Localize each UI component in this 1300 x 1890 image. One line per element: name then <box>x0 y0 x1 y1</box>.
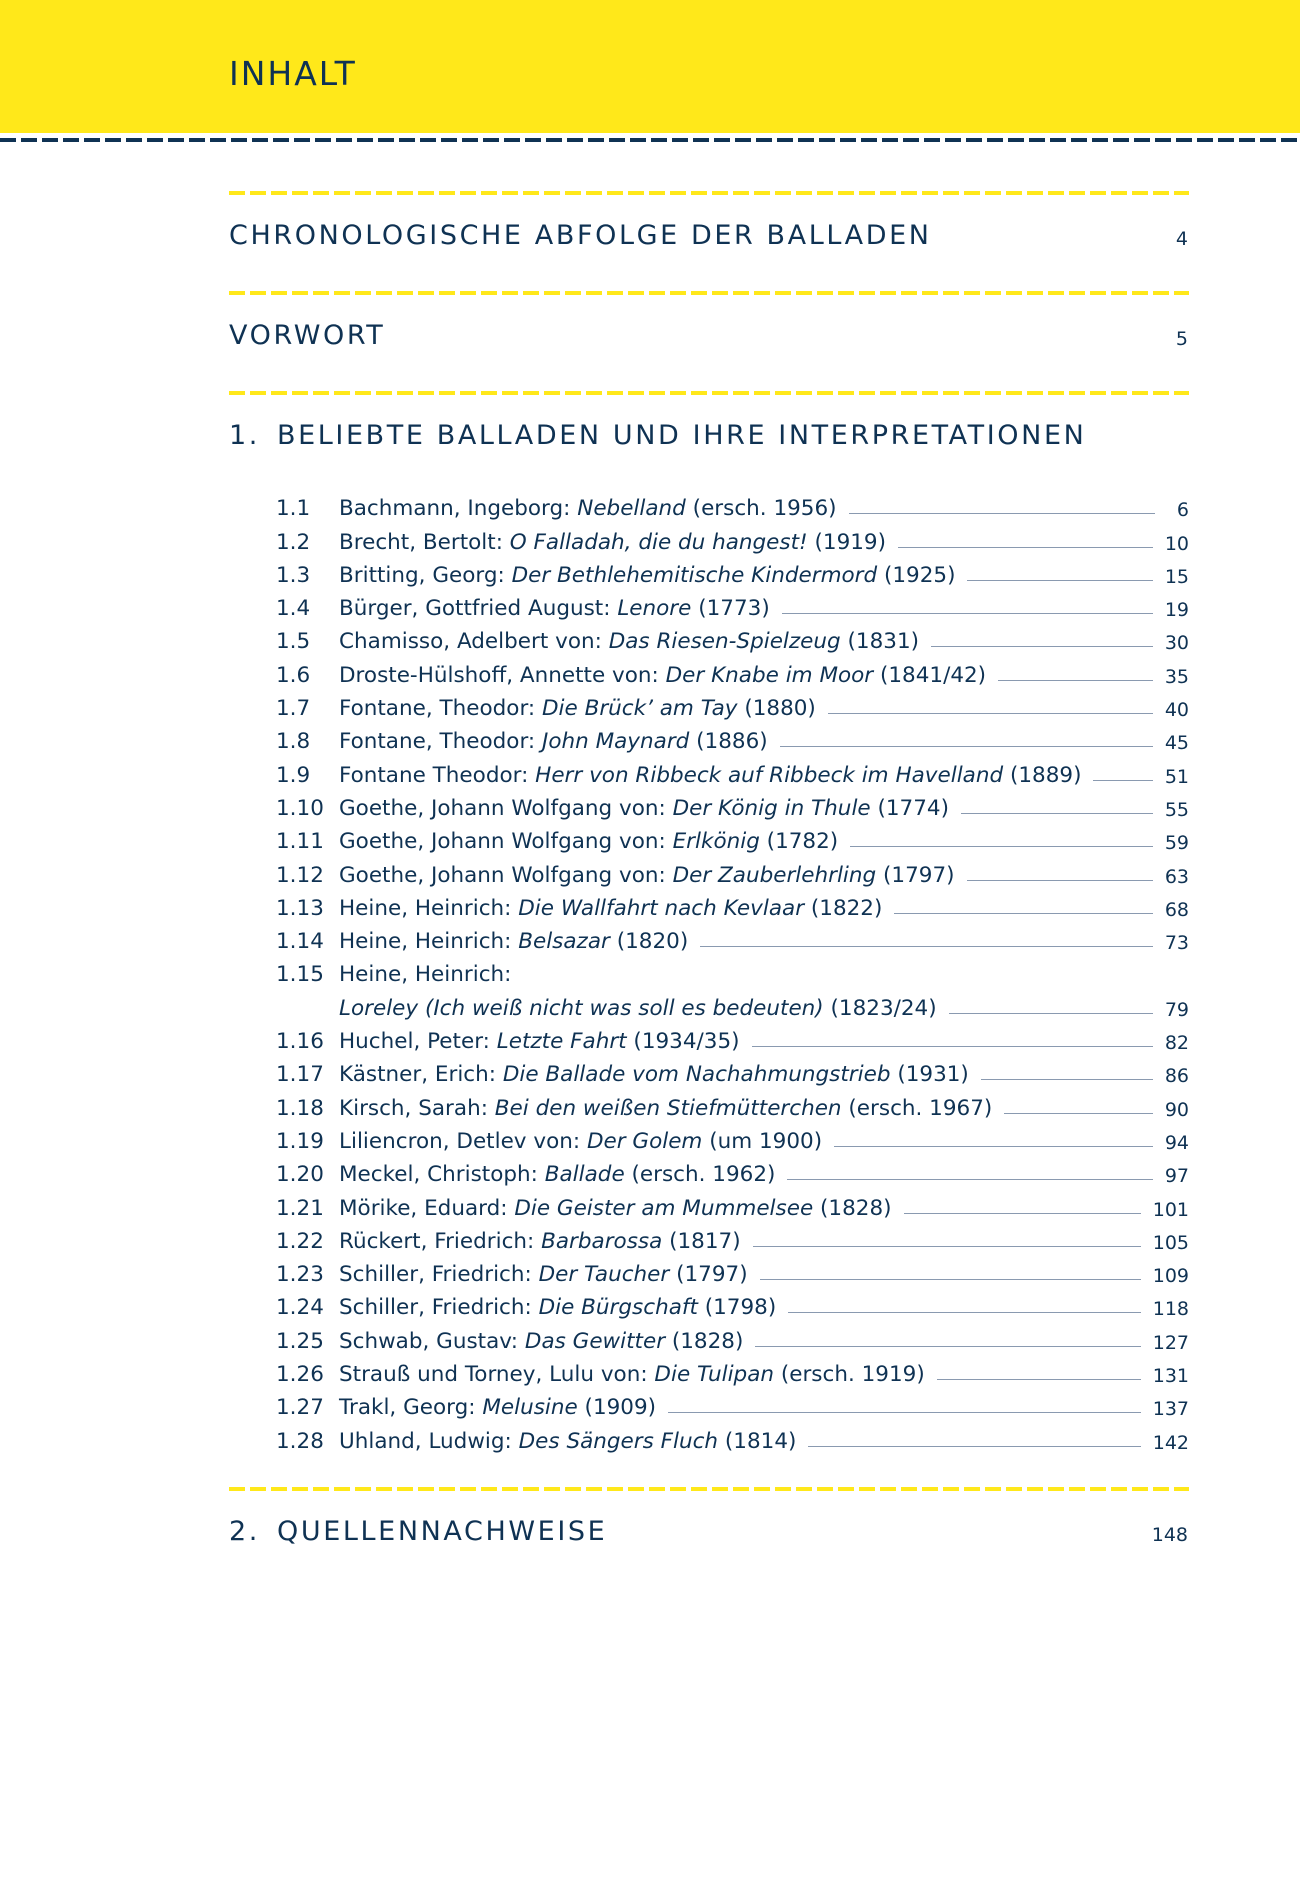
leader-line <box>931 646 1153 647</box>
entry-work-title: Die Geister am Mummelsee <box>514 1195 814 1221</box>
toc-entry-list <box>276 488 1189 1454</box>
entry-number: 1.8 <box>276 729 311 755</box>
entry-year: (1931) <box>890 1062 969 1088</box>
entry-text <box>339 629 919 654</box>
entry-page-number: 59 <box>1164 832 1189 855</box>
leader-line <box>828 713 1153 714</box>
entry-page-number: 63 <box>1164 865 1189 888</box>
entry-text <box>339 1196 892 1221</box>
toc-entry[interactable] <box>276 1054 1189 1087</box>
entry-page-number: 30 <box>1164 632 1189 655</box>
entry-year: (ersch. 1962) <box>624 1162 776 1188</box>
entry-page-number: 15 <box>1164 565 1189 588</box>
entry-work-title: Melusine <box>482 1395 578 1421</box>
entry-number: 1.7 <box>276 696 311 722</box>
entry-year: (1889) <box>1003 762 1082 788</box>
leader-line <box>1093 780 1152 781</box>
leader-line <box>782 613 1153 614</box>
entry-text <box>339 1129 822 1154</box>
entry-author: Schiller, Friedrich: <box>339 1295 539 1321</box>
leader-line <box>760 1279 1141 1280</box>
entry-work-title: Der König in Thule <box>672 795 871 821</box>
section-number: 1. <box>229 420 260 451</box>
section-page-2: 148 <box>1151 1524 1188 1546</box>
entry-number: 1.25 <box>276 1328 324 1354</box>
entry-text <box>339 1329 743 1354</box>
leader-line <box>904 1213 1141 1214</box>
entry-year: (1797) <box>669 1262 748 1288</box>
entry-number: 1.21 <box>276 1195 324 1221</box>
entry-page-number: 109 <box>1152 1265 1189 1288</box>
entry-year: (1828) <box>665 1328 744 1354</box>
entry-author: Heine, Heinrich: <box>339 962 512 988</box>
toc-entry[interactable] <box>276 588 1189 621</box>
toc-entry[interactable] <box>276 954 1189 987</box>
entry-year: (1820) <box>609 929 689 955</box>
leader-line <box>780 746 1153 747</box>
entry-author: Mörike, Eduard: <box>339 1195 515 1221</box>
entry-year: (1909) <box>577 1395 657 1421</box>
leader-line <box>894 913 1152 914</box>
toc-entry[interactable] <box>276 1187 1189 1220</box>
toc-entry[interactable] <box>276 1320 1189 1353</box>
toc-entry[interactable] <box>276 1420 1189 1453</box>
leader-line <box>981 1079 1153 1080</box>
entry-number: 1.10 <box>276 795 324 821</box>
entry-work-title: Erlkönig <box>672 829 760 855</box>
entry-year: (1886) <box>689 729 768 755</box>
toc-entry[interactable] <box>276 1121 1189 1154</box>
entry-number: 1.13 <box>276 895 324 921</box>
toc-entry[interactable] <box>276 987 1189 1020</box>
entry-work-title: John Maynard <box>542 729 690 755</box>
entry-number: 1.22 <box>276 1228 324 1254</box>
entry-page-number: 51 <box>1164 765 1189 788</box>
leader-line <box>967 580 1152 581</box>
entry-author: Bürger, Gottfried August: <box>339 596 618 622</box>
toc-entry[interactable] <box>276 854 1189 887</box>
entry-text <box>339 962 511 987</box>
toc-entry[interactable] <box>276 1287 1189 1320</box>
entry-number: 1.4 <box>276 596 311 622</box>
entry-author: Fontane, Theodor: <box>339 696 542 722</box>
entry-work-title: Die Wallfahrt nach Kevlaar <box>518 895 805 921</box>
entry-number: 1.15 <box>276 962 324 988</box>
leader-line <box>1004 1113 1153 1114</box>
entry-year: (1828) <box>813 1195 892 1221</box>
toc-entry[interactable] <box>276 754 1189 787</box>
entry-text <box>339 896 882 921</box>
entry-work-title: Belsazar <box>518 929 610 955</box>
section-divider <box>229 291 1189 295</box>
entry-text <box>339 1096 992 1121</box>
entry-number: 1.12 <box>276 862 324 888</box>
toc-link-section-1[interactable] <box>229 420 1086 451</box>
leader-line <box>850 846 1153 847</box>
page-title: INHALT <box>229 54 357 93</box>
toc-entry[interactable] <box>276 1354 1189 1387</box>
entry-text <box>339 763 1081 788</box>
entry-author: Strauß und Torney, Lulu von: <box>339 1362 655 1388</box>
entry-year: (1782) <box>759 829 839 855</box>
entry-page-number: 137 <box>1152 1398 1189 1421</box>
entry-number: 1.3 <box>276 562 311 588</box>
section-title-chronologie: CHRONOLOGISCHE ABFOLGE DER BALLADEN <box>229 220 932 251</box>
entry-author: Droste-Hülshoff, Annette von: <box>339 662 666 688</box>
entry-number: 1.23 <box>276 1262 324 1288</box>
entry-page-number: 45 <box>1164 732 1189 755</box>
entry-year: (1797) <box>876 862 955 888</box>
leader-line <box>788 1312 1141 1313</box>
entry-author: Trakl, Georg: <box>339 1395 483 1421</box>
leader-line <box>898 547 1153 548</box>
entry-page-number: 68 <box>1164 898 1189 921</box>
entry-page-number: 97 <box>1164 1165 1189 1188</box>
entry-page-number: 94 <box>1164 1131 1189 1154</box>
section-divider <box>229 391 1189 395</box>
leader-line <box>834 1146 1153 1147</box>
section-number: 2. <box>229 1516 260 1547</box>
entry-page-number: 101 <box>1152 1198 1189 1221</box>
entry-number: 1.1 <box>276 496 311 522</box>
toc-entry[interactable] <box>276 654 1189 687</box>
entry-work-title: Barbarossa <box>541 1228 663 1254</box>
entry-author: Fontane Theodor: <box>339 762 536 788</box>
entry-page-number: 127 <box>1152 1331 1189 1354</box>
entry-page-number: 82 <box>1164 1032 1189 1055</box>
toc-link-vorwort[interactable] <box>229 320 385 351</box>
entry-text <box>339 696 816 721</box>
entry-work-title: Letzte Fahrt <box>496 1029 627 1055</box>
leader-line <box>967 880 1153 881</box>
entry-work-title: Die Ballade vom Nachahmungstrieb <box>502 1062 891 1088</box>
leader-line <box>849 513 1155 514</box>
leader-line <box>808 1446 1140 1447</box>
leader-line <box>787 1179 1152 1180</box>
entry-year: (1880) <box>737 696 816 722</box>
entry-author: Kirsch, Sarah: <box>339 1095 495 1121</box>
entry-work-title: Der Golem <box>586 1128 703 1154</box>
entry-author: Brecht, Bertolt: <box>339 529 510 555</box>
toc-entry[interactable] <box>276 1087 1189 1120</box>
entry-text <box>339 563 955 588</box>
entry-page-number: 118 <box>1152 1298 1189 1321</box>
entry-author: Chamisso, Adelbert von: <box>339 629 609 655</box>
entry-author: Meckel, Christoph: <box>339 1162 545 1188</box>
entry-year: (1798) <box>697 1295 777 1321</box>
entry-year: (1823/24) <box>823 995 937 1021</box>
entry-author: Goethe, Johann Wolfgang von: <box>339 829 673 855</box>
entry-page-number: 19 <box>1164 599 1189 622</box>
entry-page-number: 142 <box>1152 1431 1189 1454</box>
entry-text <box>339 1262 748 1287</box>
entry-text <box>339 796 949 821</box>
entry-author: Schiller, Friedrich: <box>339 1262 539 1288</box>
entry-number: 1.14 <box>276 929 324 955</box>
entry-text <box>339 1295 776 1320</box>
entry-text <box>339 1429 796 1454</box>
entry-number: 1.5 <box>276 629 311 655</box>
entry-work-title: Herr von Ribbeck auf Ribbeck im Havelland <box>535 762 1004 788</box>
entry-year: (1773) <box>691 596 770 622</box>
toc-link-chronologie[interactable] <box>229 220 932 251</box>
entry-page-number: 86 <box>1164 1065 1189 1088</box>
entry-work-title: Der Zauberlehrling <box>672 862 877 888</box>
section-title-vorwort: VORWORT <box>229 320 386 351</box>
entry-page-number: 79 <box>1164 998 1189 1021</box>
toc-entry[interactable] <box>276 555 1189 588</box>
entry-work-title: Loreley (Ich weiß nicht was soll es bedeuten) <box>339 995 824 1021</box>
entry-author: Fontane, Theodor: <box>339 729 542 755</box>
entry-author: Liliencron, Detlev von: <box>339 1128 587 1154</box>
toc-entry[interactable] <box>276 921 1189 954</box>
toc-entry[interactable] <box>276 688 1189 721</box>
entry-year: (ersch. 1919) <box>774 1362 925 1388</box>
entry-text <box>339 1062 969 1087</box>
entry-author: Heine, Heinrich: <box>339 929 519 955</box>
leader-line <box>700 946 1153 947</box>
entry-text <box>339 496 837 521</box>
header-dashed-divider <box>0 138 1300 142</box>
entry-text <box>339 530 886 555</box>
toc-entry[interactable] <box>276 1254 1189 1287</box>
entry-text <box>339 596 770 621</box>
section-divider <box>229 1487 1189 1491</box>
entry-text <box>339 1029 740 1054</box>
toc-entry[interactable] <box>276 488 1189 521</box>
entry-number: 1.11 <box>276 829 324 855</box>
leader-line <box>753 1246 1141 1247</box>
entry-text <box>339 729 768 754</box>
leader-line <box>937 1379 1141 1380</box>
toc-entry[interactable] <box>276 821 1189 854</box>
entry-page-number: 35 <box>1164 665 1189 688</box>
toc-entry[interactable] <box>276 521 1189 554</box>
entry-year: (1817) <box>662 1228 741 1254</box>
section-title-2: QUELLENNACHWEISE <box>277 1516 608 1547</box>
entry-number: 1.6 <box>276 662 311 688</box>
entry-year: (um 1900) <box>702 1128 823 1154</box>
entry-text <box>339 996 937 1021</box>
entry-year: (1925) <box>877 562 956 588</box>
section-page-vorwort: 5 <box>1175 328 1188 350</box>
entry-text <box>339 663 986 688</box>
entry-author: Goethe, Johann Wolfgang von: <box>339 795 673 821</box>
entry-text <box>339 1229 741 1254</box>
toc-entry[interactable] <box>276 1154 1189 1187</box>
entry-number: 1.20 <box>276 1162 324 1188</box>
entry-work-title: Des Sängers Fluch <box>518 1428 719 1454</box>
toc-entry[interactable] <box>276 1387 1189 1420</box>
entry-number: 1.16 <box>276 1029 324 1055</box>
leader-line <box>752 1046 1153 1047</box>
entry-work-title: Nebelland <box>577 496 686 522</box>
entry-page-number: 90 <box>1164 1098 1189 1121</box>
toc-entry[interactable] <box>276 621 1189 654</box>
entry-work-title: Das Gewitter <box>524 1328 666 1354</box>
entry-page-number: 105 <box>1152 1231 1189 1254</box>
entry-work-title: Die Brück’ am Tay <box>542 696 738 722</box>
entry-number: 1.28 <box>276 1428 324 1454</box>
entry-year: (1822) <box>804 895 883 921</box>
entry-year: (1831) <box>840 629 920 655</box>
entry-year: (ersch. 1967) <box>841 1095 993 1121</box>
leader-line <box>668 1412 1141 1413</box>
toc-entry[interactable] <box>276 788 1189 821</box>
entry-year: (1919) <box>807 529 886 555</box>
entry-work-title: Die Bürgschaft <box>538 1295 698 1321</box>
entry-year: (1814) <box>718 1428 797 1454</box>
entry-work-title: O Falladah, die du hangest! <box>509 529 808 555</box>
toc-entry[interactable] <box>276 888 1189 921</box>
entry-page-number: 10 <box>1164 532 1189 555</box>
entry-number: 1.26 <box>276 1362 324 1388</box>
entry-text <box>339 863 955 888</box>
entry-author: Bachmann, Ingeborg: <box>339 496 578 522</box>
entry-work-title: Der Bethlehemitische Kindermord <box>511 562 878 588</box>
entry-number: 1.18 <box>276 1095 324 1121</box>
entry-page-number: 6 <box>1176 499 1189 522</box>
entry-work-title: Der Knabe im Moor <box>665 662 874 688</box>
entry-number: 1.2 <box>276 529 311 555</box>
entry-page-number: 55 <box>1164 798 1189 821</box>
leader-line <box>961 813 1153 814</box>
entry-work-title: Ballade <box>544 1162 625 1188</box>
toc-link-section-2[interactable] <box>229 1516 607 1547</box>
leader-line <box>755 1346 1140 1347</box>
entry-author: Uhland, Ludwig: <box>339 1428 519 1454</box>
entry-text <box>339 829 838 854</box>
entry-author: Huchel, Peter: <box>339 1029 497 1055</box>
entry-number: 1.27 <box>276 1395 324 1421</box>
entry-author: Goethe, Johann Wolfgang von: <box>339 862 673 888</box>
entry-work-title: Der Taucher <box>538 1262 670 1288</box>
entry-author: Heine, Heinrich: <box>339 895 519 921</box>
entry-number: 1.19 <box>276 1128 324 1154</box>
leader-line <box>949 1013 1153 1014</box>
entry-number: 1.17 <box>276 1062 324 1088</box>
entry-page-number: 73 <box>1164 932 1189 955</box>
entry-author: Rückert, Friedrich: <box>339 1228 542 1254</box>
section-title-1: BELIEBTE BALLADEN UND IHRE INTERPRETATIONEN <box>277 420 1087 451</box>
entry-work-title: Das Riesen-Spielzeug <box>608 629 841 655</box>
entry-text <box>339 1362 925 1387</box>
entry-year: (1934/35) <box>626 1029 740 1055</box>
leader-line <box>998 680 1153 681</box>
entry-work-title: Die Tulipan <box>654 1362 775 1388</box>
entry-year: (ersch. 1956) <box>685 496 837 522</box>
entry-number: 1.9 <box>276 762 311 788</box>
entry-page-number: 40 <box>1164 699 1189 722</box>
page-header <box>0 0 1300 133</box>
entry-work-title: Lenore <box>617 596 692 622</box>
entry-text <box>339 1395 656 1420</box>
entry-author: Kästner, Erich: <box>339 1062 503 1088</box>
entry-page-number: 131 <box>1152 1365 1189 1388</box>
entry-author: Britting, Georg: <box>339 562 512 588</box>
entry-author: Schwab, Gustav: <box>339 1328 525 1354</box>
toc-entry[interactable] <box>276 1021 1189 1054</box>
entry-year: (1774) <box>870 795 949 821</box>
section-divider <box>229 191 1189 195</box>
entry-number: 1.24 <box>276 1295 324 1321</box>
entry-year: (1841/42) <box>873 662 987 688</box>
toc-entry[interactable] <box>276 721 1189 754</box>
toc-entry[interactable] <box>276 1221 1189 1254</box>
entry-work-title: Bei den weißen Stiefmütterchen <box>494 1095 842 1121</box>
entry-text <box>339 1162 775 1187</box>
section-page-chronologie: 4 <box>1175 228 1188 250</box>
entry-text <box>339 929 688 954</box>
